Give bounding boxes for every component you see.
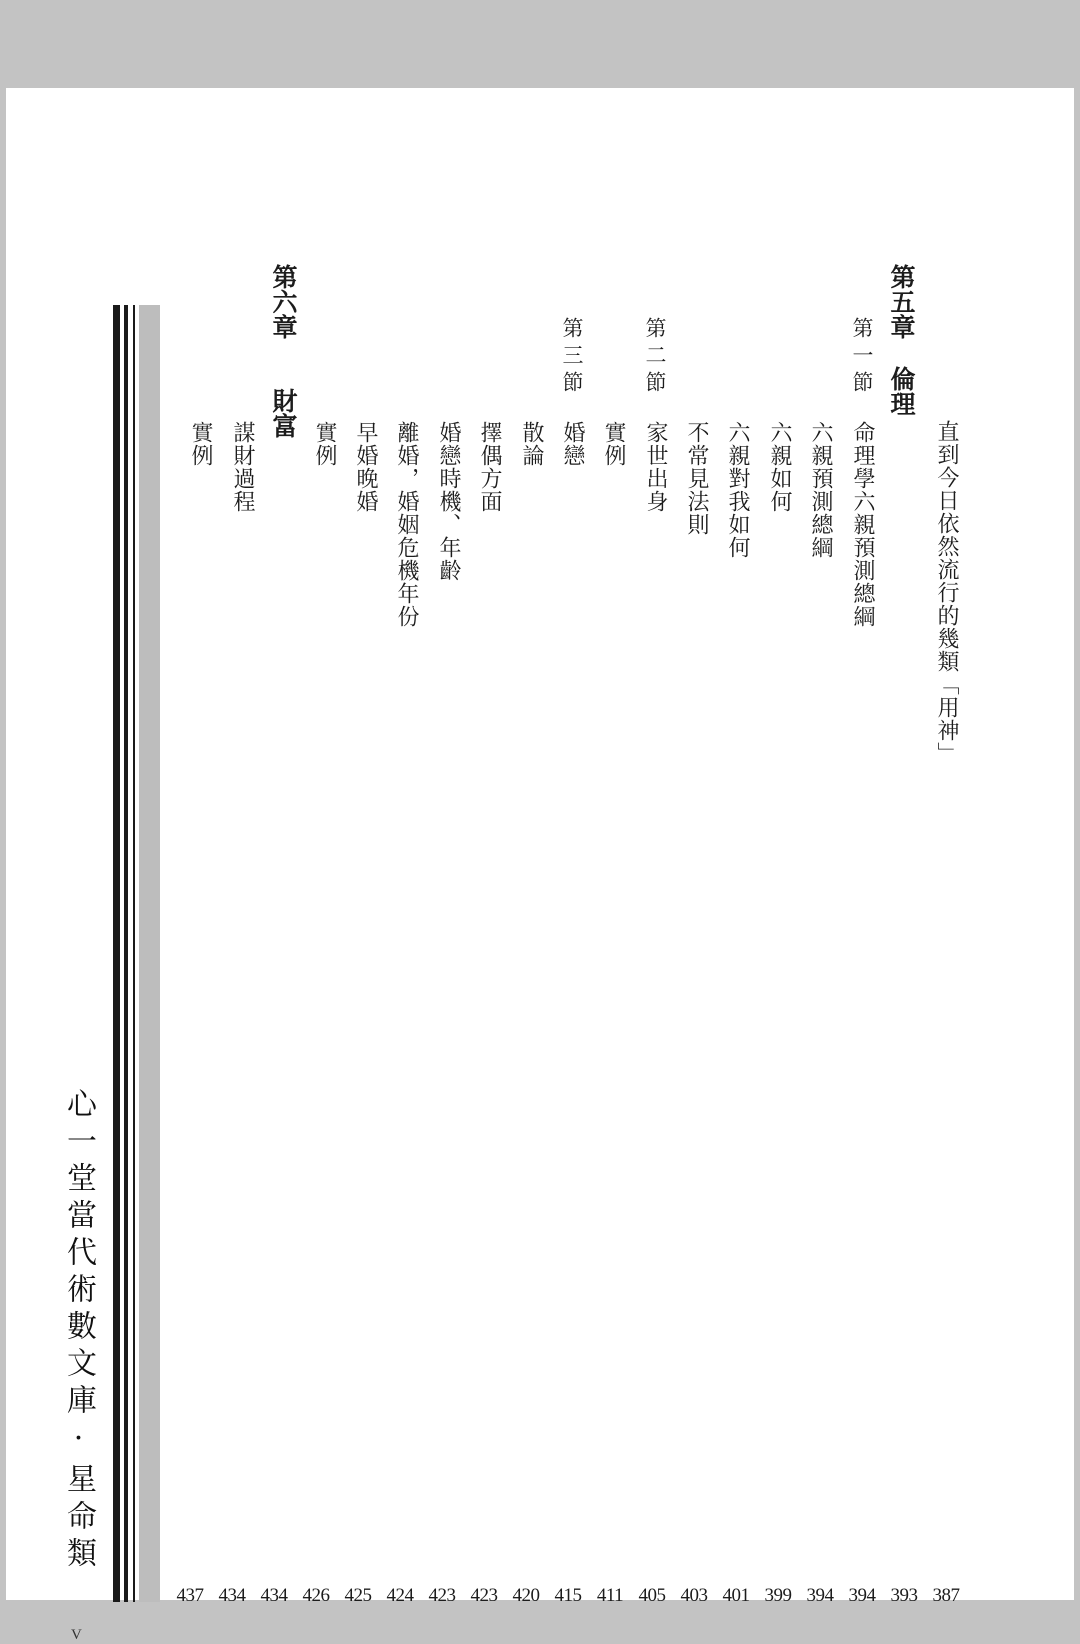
toc-entry-shili-3: 實例 (188, 421, 213, 467)
chapter-5-title: 倫理 (887, 366, 916, 416)
section-2-number: 第二節 (643, 317, 667, 398)
toc-entry-zaohun: 早婚晚婚 (353, 421, 378, 513)
chapter-5-number: 第五章 (887, 264, 916, 339)
page-number: 423 (470, 1585, 498, 1606)
toc-entry-hunlian-shiji: 婚戀時機、年齡 (436, 421, 461, 582)
page-number: 403 (680, 1585, 708, 1606)
section-1-number: 第一節 (850, 317, 874, 398)
page-number: 420 (512, 1585, 540, 1606)
chapter-6-title: 財富 (269, 388, 298, 438)
page-number: 394 (848, 1585, 876, 1606)
page-number: 399 (764, 1585, 792, 1606)
section-3-number: 第三節 (560, 317, 584, 398)
page-number: 415 (554, 1585, 582, 1606)
page-number: 411 (596, 1585, 624, 1606)
page-number: 434 (218, 1585, 246, 1606)
toc-entry-shili-1: 實例 (601, 421, 626, 467)
toc-entry-buchangjian: 不常見法則 (684, 421, 709, 536)
page-number: 387 (932, 1585, 960, 1606)
decorative-rule-medium (124, 305, 128, 1602)
page-number: 423 (428, 1585, 456, 1606)
page-number: 425 (344, 1585, 372, 1606)
toc-entry-zeou: 擇偶方面 (477, 421, 502, 513)
section-1-title: 命理學六親預測總綱 (850, 421, 875, 628)
book-page (6, 88, 1074, 1643)
toc-entry-sanlun: 散論 (519, 421, 544, 467)
page-number: 393 (890, 1585, 918, 1606)
page-number: 401 (722, 1585, 750, 1606)
decorative-rule-grey (139, 305, 160, 1602)
page-number: 437 (176, 1585, 204, 1606)
toc-entry-shili-2: 實例 (312, 421, 337, 467)
page-number: 394 (806, 1585, 834, 1606)
page-number: 426 (302, 1585, 330, 1606)
chapter-6-number: 第六章 (269, 264, 298, 339)
section-3-title: 婚戀 (560, 421, 585, 467)
toc-entry-moucai: 謀財過程 (230, 421, 255, 513)
page-number: 424 (386, 1585, 414, 1606)
toc-entry-liuqin-zonggang: 六親預測總綱 (808, 421, 833, 559)
page-number: 405 (638, 1585, 666, 1606)
toc-entry-lihun: 離婚，婚姻危機年份 (394, 421, 419, 628)
page-number: 434 (260, 1585, 288, 1606)
series-title: 心一堂當代術數文庫·星命類 (61, 1088, 96, 1574)
folio-page-number: V (71, 1627, 82, 1643)
decorative-rule-thick (113, 305, 120, 1602)
section-2-title: 家世出身 (643, 421, 668, 513)
toc-entry-liuqin-ruhe: 六親如何 (767, 421, 792, 513)
toc-entry-yongshen: 直到今日依然流行的幾類「用神」 (934, 420, 959, 765)
toc-entry-liuqin-duiwo: 六親對我如何 (725, 421, 750, 559)
decorative-rule-thin (133, 305, 135, 1602)
